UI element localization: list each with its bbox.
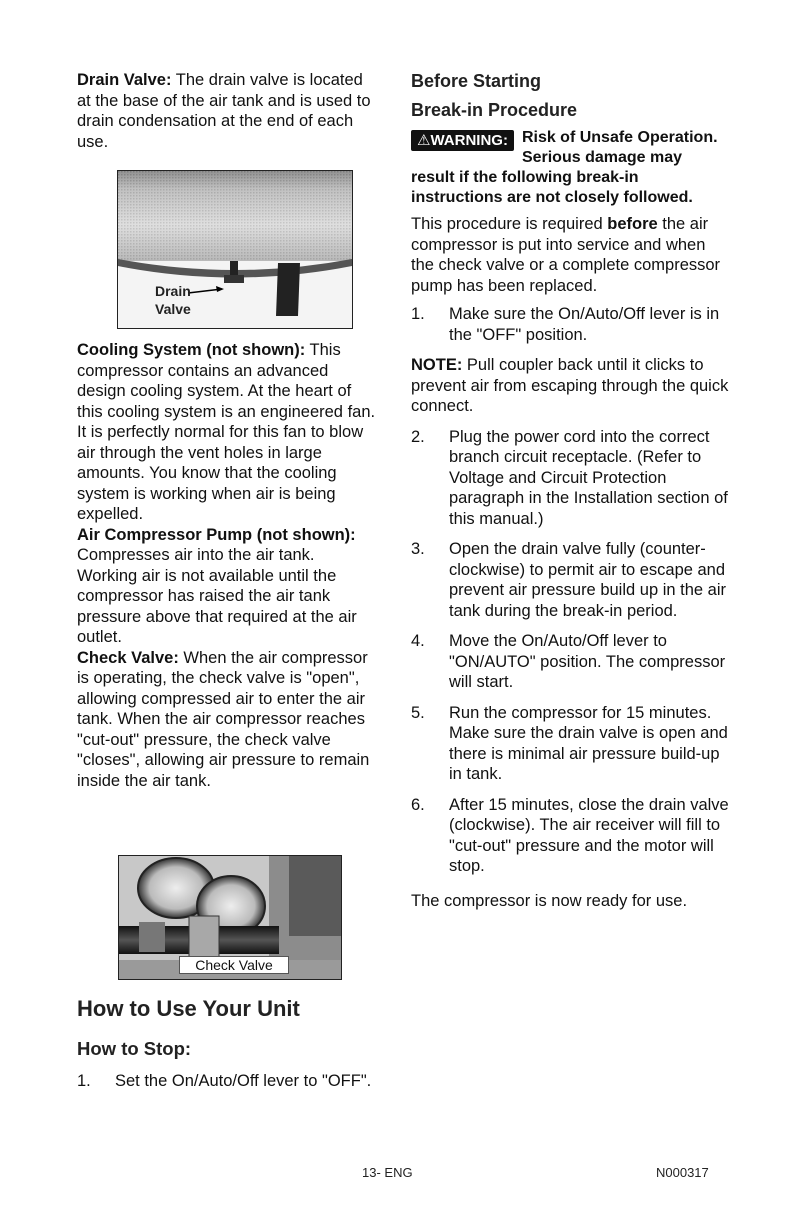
step-number: 3. <box>411 540 425 558</box>
step-text: Make sure the On/Auto/Off lever is in the "OFF" position. <box>449 305 720 344</box>
how-to-use-section <box>77 995 377 1092</box>
step-number: 5. <box>411 703 425 722</box>
right-column <box>411 70 729 911</box>
drain-fig-label-line2: Valve <box>155 301 191 317</box>
check-valve-text: When the air compressor is operating, the check valve is "open", allowing compressed air to enter the air tank. When the air compressor reaches "cut-out" pressure, the check valve "closes", allowing air pressure to remain inside the air tank. <box>77 648 370 790</box>
step-item <box>411 427 729 530</box>
drain-valve-text: The drain valve is located at the base of the air tank and is used to drain condensation at the end of each use. <box>77 71 371 151</box>
step-item <box>411 631 729 693</box>
how-to-use-title: How to Use Your Unit <box>77 996 300 1021</box>
step-item <box>411 795 729 877</box>
step-text: Open the drain valve fully (counter-clockwise) to permit air to escape and prevent air pressure build up in the air tank during the break-in period. <box>449 540 726 620</box>
document-code: N000317 <box>656 1165 709 1180</box>
stop-steps-list <box>77 1071 377 1092</box>
intro-paragraph <box>411 214 729 296</box>
step-text: Run the compressor for 15 minutes. Make sure the drain valve is open and there is minimal air pressure build-up in tank. <box>449 703 728 783</box>
drain-valve-figure <box>117 170 353 329</box>
drain-fig-label-line1: Drain <box>155 283 191 299</box>
check-valve-figure <box>118 855 342 980</box>
left-column <box>77 70 377 152</box>
break-in-title: Break-in Procedure <box>411 100 578 120</box>
step-number: 6. <box>411 795 425 814</box>
cooling-paragraph <box>77 340 377 525</box>
pump-paragraph <box>77 525 377 648</box>
check-valve-paragraph <box>77 648 377 792</box>
step-number: 2. <box>411 427 425 446</box>
steps-list <box>411 427 729 877</box>
step-text: After 15 minutes, close the drain valve (clockwise). The air receiver will fill to "cut-out" pressure and the motor will stop. <box>449 795 729 875</box>
how-to-stop-title: How to Stop: <box>77 1038 192 1059</box>
step1-list <box>411 304 729 345</box>
closing-text: The compressor is now ready for use. <box>411 891 688 910</box>
pump-text: Compresses air into the air tank. Working air is not available until the compressor has raised the air tank pressure above that required at the air outlet. <box>77 546 357 646</box>
warning-text: Risk of Unsafe Operation. Serious damage may result if the following break-in instructions are not closely followed. <box>411 129 718 206</box>
check-fig-label: Check Valve <box>179 956 289 974</box>
note-paragraph <box>411 355 729 417</box>
intro-post: the air compressor is put into service and when the check valve or a complete compressor pump has been replaced. <box>411 215 721 295</box>
before-starting-title: Before Starting <box>411 71 542 91</box>
drain-valve-label: Drain Valve: <box>77 71 172 89</box>
step-item <box>411 539 729 621</box>
intro-pre: This procedure is required <box>411 215 608 233</box>
step-item <box>411 304 729 345</box>
step-number: 4. <box>411 632 425 650</box>
step-text: Plug the power cord into the correct branch circuit receptacle. (Refer to Voltage and Circuit Protection paragraph in the Installation section of this manual.) <box>449 427 728 528</box>
drain-valve-illustration <box>118 171 352 328</box>
intro-bold: before <box>607 215 658 233</box>
page-number: 13- ENG <box>362 1165 413 1180</box>
drain-valve-paragraph <box>77 70 377 152</box>
pump-label: Air Compressor Pump (not shown): <box>77 525 356 544</box>
warning-badge: ⚠WARNING: <box>411 130 514 151</box>
step-text: Move the On/Auto/Off lever to "ON/AUTO" position. The compressor will start. <box>449 632 726 691</box>
cooling-text: This compressor contains an advanced design cooling system. At the heart of this cooling system is an engineered fan. It is perfectly normal for this fan to blow air through the vent holes in large amounts. You know that the cooling system is working when air is being expelled. <box>77 341 376 523</box>
step-number: 1. <box>411 305 425 323</box>
step-item <box>411 703 729 785</box>
check-valve-label: Check Valve: <box>77 648 179 667</box>
note-label: NOTE: <box>411 356 463 374</box>
stop-step <box>77 1071 377 1092</box>
cooling-label: Cooling System (not shown): <box>77 341 306 359</box>
note-text: Pull coupler back until it clicks to prevent air from escaping through the quick connect. <box>411 356 729 415</box>
warning-paragraph <box>411 128 729 208</box>
step-number: 1. <box>77 1072 91 1090</box>
left-column-lower <box>77 340 377 791</box>
step-text: Set the On/Auto/Off lever to "OFF". <box>115 1072 372 1090</box>
